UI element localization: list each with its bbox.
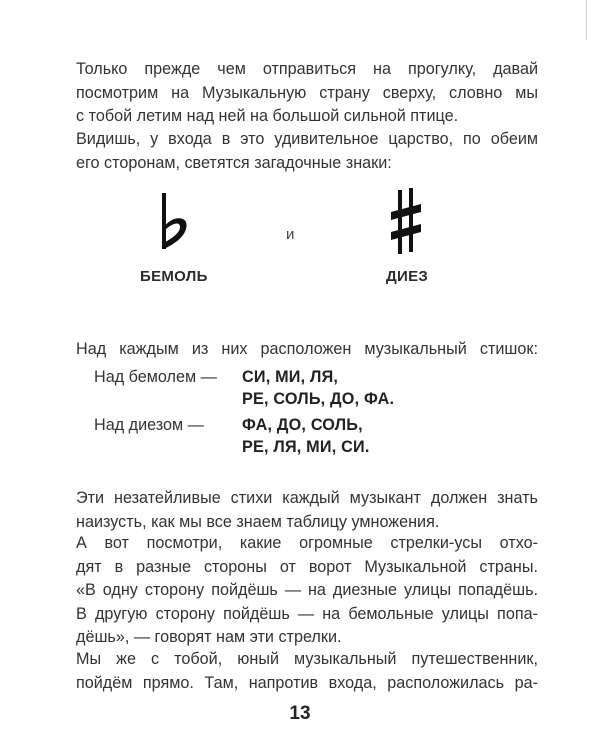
text-line: дят в разные стороны от ворот Музыкальной страны. xyxy=(76,557,538,576)
sharp-verse-line: ФА, ДО, СОЛЬ, xyxy=(242,416,363,434)
signs-intro-paragraph xyxy=(76,128,538,175)
intro-paragraph xyxy=(76,58,538,129)
text-line: посмотрим на Музыкальную страну сверху, словно мы xyxy=(76,83,538,102)
text-line: «В одну сторону пойдёшь — на диезные улицы попадёшь. xyxy=(76,581,538,599)
text-line: Только прежде чем отправиться на прогулку, давай xyxy=(76,60,538,78)
flat-label: БЕМОЛЬ xyxy=(140,268,208,285)
text-line: наизусть, как мы все знаем таблицу умножения. xyxy=(76,512,440,531)
flat-verse-line: СИ, МИ, ЛЯ, xyxy=(242,368,339,386)
sharp-label: ДИЕЗ xyxy=(386,268,429,285)
flat-verse-line: РЕ, СОЛЬ, ДО, ФА. xyxy=(242,390,395,408)
page-edge-mark xyxy=(586,0,587,40)
sharp-sign-icon xyxy=(389,188,423,256)
text-line: его сторонам, светятся загадочные знаки: xyxy=(76,153,392,172)
page-number: 13 xyxy=(289,703,311,724)
text-line: В другую сторону пойдёшь — на бемольные улицы попа- xyxy=(76,604,538,623)
sharp-verse-label: Над диезом — xyxy=(94,416,204,434)
flat-sign-icon xyxy=(156,193,190,251)
text-line: А вот посмотри, какие огромные стрелки-усы отхо- xyxy=(76,534,538,552)
flat-verse-label: Над бемолем — xyxy=(94,368,217,386)
text-line: Мы же с тобой, юный музыкальный путешественник, xyxy=(76,650,538,668)
text-line: с тобой летим над ней на большой сильной птице. xyxy=(76,107,459,125)
text-line: дёшь», — говорят нам эти стрелки. xyxy=(76,628,342,646)
arrows-paragraph xyxy=(76,532,538,650)
verse-intro xyxy=(76,338,538,362)
text-line: Видишь, у входа в это удивительное царство, по обеим xyxy=(76,130,538,148)
symbols-connector: и xyxy=(286,226,295,243)
text-line: пойдём прямо. Там, напротив входа, расположилась ра- xyxy=(76,673,538,692)
text-line: Эти незатейливые стихи каждый музыкант должен знать xyxy=(76,489,538,507)
sharp-verse-line: РЕ, ЛЯ, МИ, СИ. xyxy=(242,438,370,456)
straight-paragraph xyxy=(76,648,538,695)
memorize-paragraph xyxy=(76,487,538,534)
text-line: Над каждым из них расположен музыкальный стишок: xyxy=(76,340,538,358)
